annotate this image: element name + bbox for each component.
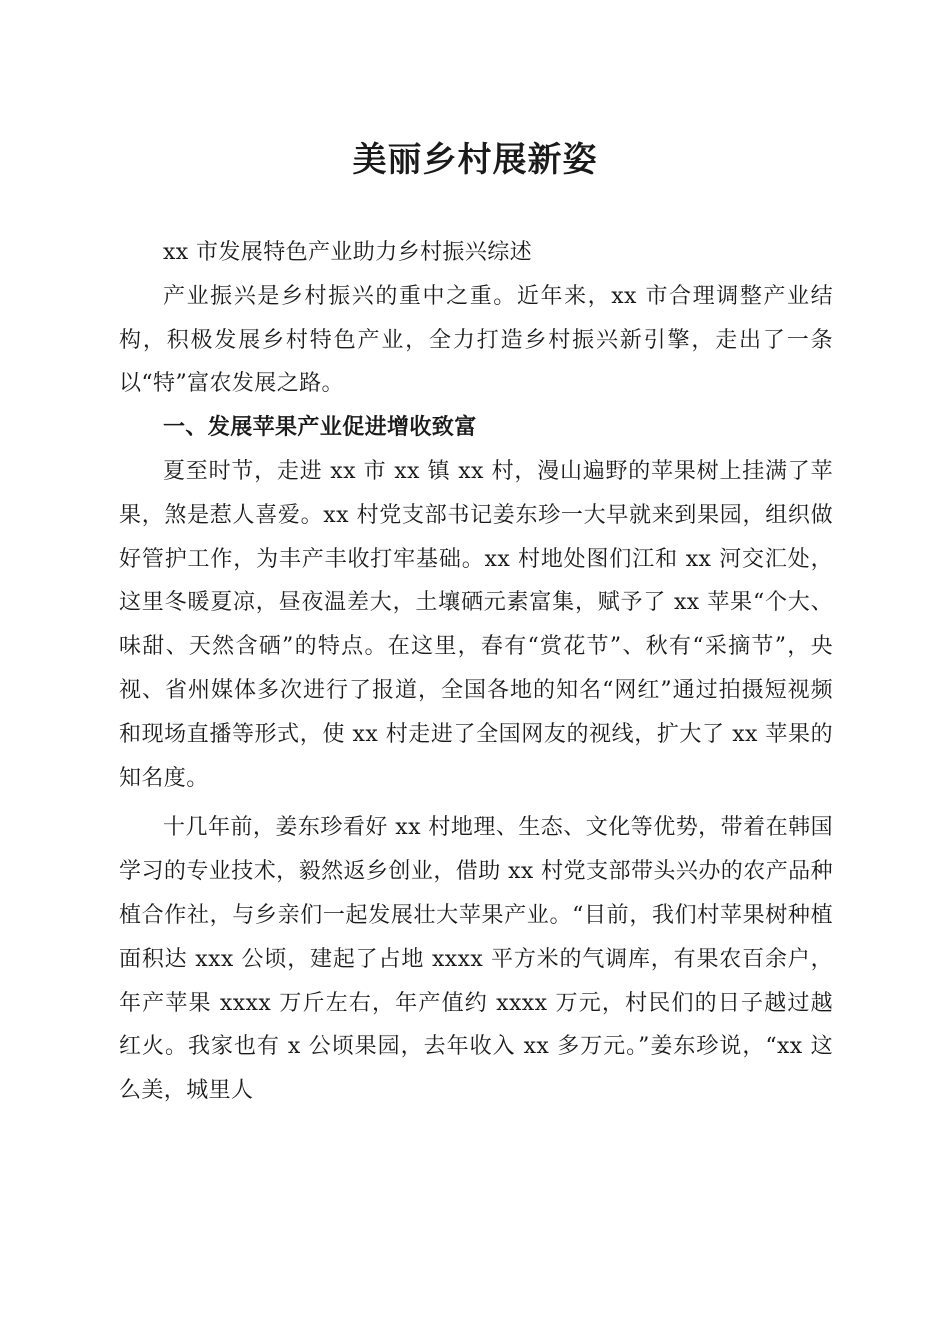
document-body — [119, 231, 833, 1113]
intro-paragraph: 产业振兴是乡村振兴的重中之重。近年来，xx 市合理调整产业结构，积极发展乡村特色产业，全力打造乡村振兴新引擎，走出了一条以“特”富农发展之路。 — [119, 283, 833, 397]
subtitle: xx 市发展特色产业助力乡村振兴综述 — [163, 240, 533, 265]
body-paragraph: 十几年前，姜东珍看好 xx 村地理、生态、文化等优势，带着在韩国学习的专业技术，毅然返乡创业，借助 xx 村党支部带头兴办的农产品种植合作社，与乡亲们一起发展壮大苹果产业。“目前，我们村苹果树种植面积达 xxx 公顷，建起了占地 xxxx 平方米的气调库，有果农百余户，年产苹果 xxxx 万斤左右，年产值约 xxxx 万元，村民们的日子越过越红火。我家也有 x 公顷果园，去年收入 xx 多万元。”姜东珍说，“xx 这么美，城里人 — [119, 815, 833, 1104]
section-heading: 一、发展苹果产业促进增收致富 — [163, 415, 477, 441]
document-title: 美丽乡村展新姿 — [352, 140, 598, 180]
body-paragraph: 夏至时节，走进 xx 市 xx 镇 xx 村，漫山遍野的苹果树上挂满了苹果，煞是惹人喜爱。xx 村党支部书记姜东珍一大早就来到果园，组织做好管护工作，为丰产丰收打牢基础。xx 村地处图们江和 xx 河交汇处，这里冬暖夏凉，昼夜温差大，土壤硒元素富集，赋予了 xx 苹果“个大、味甜、天然含硒”的特点。在这里，春有“赏花节”、秋有“采摘节”，央视、省州媒体多次进行了报道，全国各地的知名“网红”通过拍摄短视频和现场直播等形式，使 xx 村走进了全国网友的视线，扩大了 xx 苹果的知名度。 — [119, 458, 833, 791]
